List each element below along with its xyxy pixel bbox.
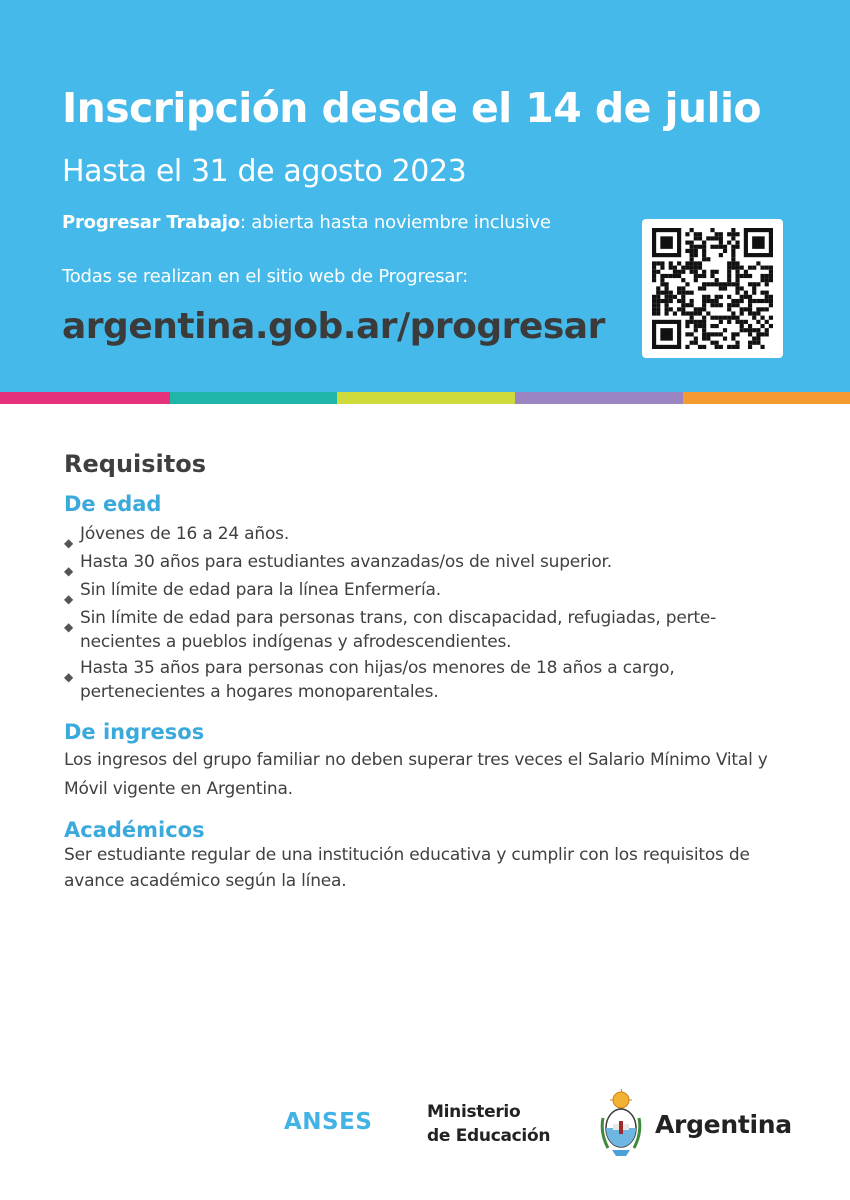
website-intro: Todas se realizan en el sitio web de Progresar: — [62, 266, 468, 287]
footer-logos — [0, 1085, 850, 1165]
list-item: ◆ Hasta 35 años para personas con hijas/os menores de 18 años a cargo, pertenecientes a hogares monoparentales. — [64, 658, 675, 702]
list-item: ◆ Hasta 30 años para estudiantes avanzadas/os de nivel superior. — [64, 548, 804, 576]
requirements-section — [64, 450, 804, 894]
stripe-teal — [170, 392, 337, 404]
page-title: Inscripción desde el 14 de julio — [62, 84, 761, 132]
bullet-icon: ◆ — [64, 620, 74, 634]
bullet-icon: ◆ — [64, 592, 74, 606]
color-stripe — [0, 392, 850, 404]
qr-code[interactable] — [642, 219, 783, 358]
requirements-title: Requisitos — [64, 450, 207, 478]
stripe-pink — [0, 392, 170, 404]
progresar-trabajo-label: Progresar Trabajo — [62, 212, 240, 233]
coat-of-arms-icon — [598, 1088, 644, 1162]
progresar-trabajo-text: : abierta hasta noviembre inclusive — [239, 212, 551, 233]
stripe-lime — [337, 392, 515, 404]
age-section-title: De edad — [64, 492, 162, 516]
stripe-orange — [683, 392, 850, 404]
list-item: ◆ Sin límite de edad para la línea Enfermería. — [64, 576, 804, 604]
stripe-violet — [515, 392, 683, 404]
income-section-title: De ingresos — [64, 720, 205, 744]
bullet-icon: ◆ — [64, 670, 74, 684]
ministerio-educacion-logo: Ministerio de Educación — [427, 1102, 551, 1146]
income-requirement-text: Los ingresos del grupo familiar no deben superar tres veces el Salario Mínimo Vital y Móvil vigente en Argentina. — [64, 750, 768, 799]
qr-code-icon — [652, 228, 773, 349]
age-requirements-list — [64, 520, 804, 704]
anses-logo: ANSES — [284, 1109, 373, 1135]
page-subtitle: Hasta el 31 de agosto 2023 — [62, 154, 467, 189]
academic-requirement-text: Ser estudiante regular de una institución educativa y cumplir con los requisitos de avance académico según la línea. — [64, 845, 750, 891]
bullet-icon: ◆ — [64, 564, 74, 578]
progresar-url[interactable]: argentina.gob.ar/progresar — [62, 306, 605, 347]
progresar-trabajo-note — [62, 212, 551, 233]
argentina-logo-text: Argentina — [655, 1110, 792, 1139]
bullet-icon: ◆ — [64, 536, 74, 550]
header-banner — [0, 0, 850, 392]
academic-section-title: Académicos — [64, 818, 205, 842]
list-item: ◆ Jóvenes de 16 a 24 años. — [64, 520, 804, 548]
list-item: ◆ Sin límite de edad para personas trans, con discapacidad, refugiadas, perte- necientes a pueblos indígenas y afrodescendientes. — [64, 608, 717, 652]
